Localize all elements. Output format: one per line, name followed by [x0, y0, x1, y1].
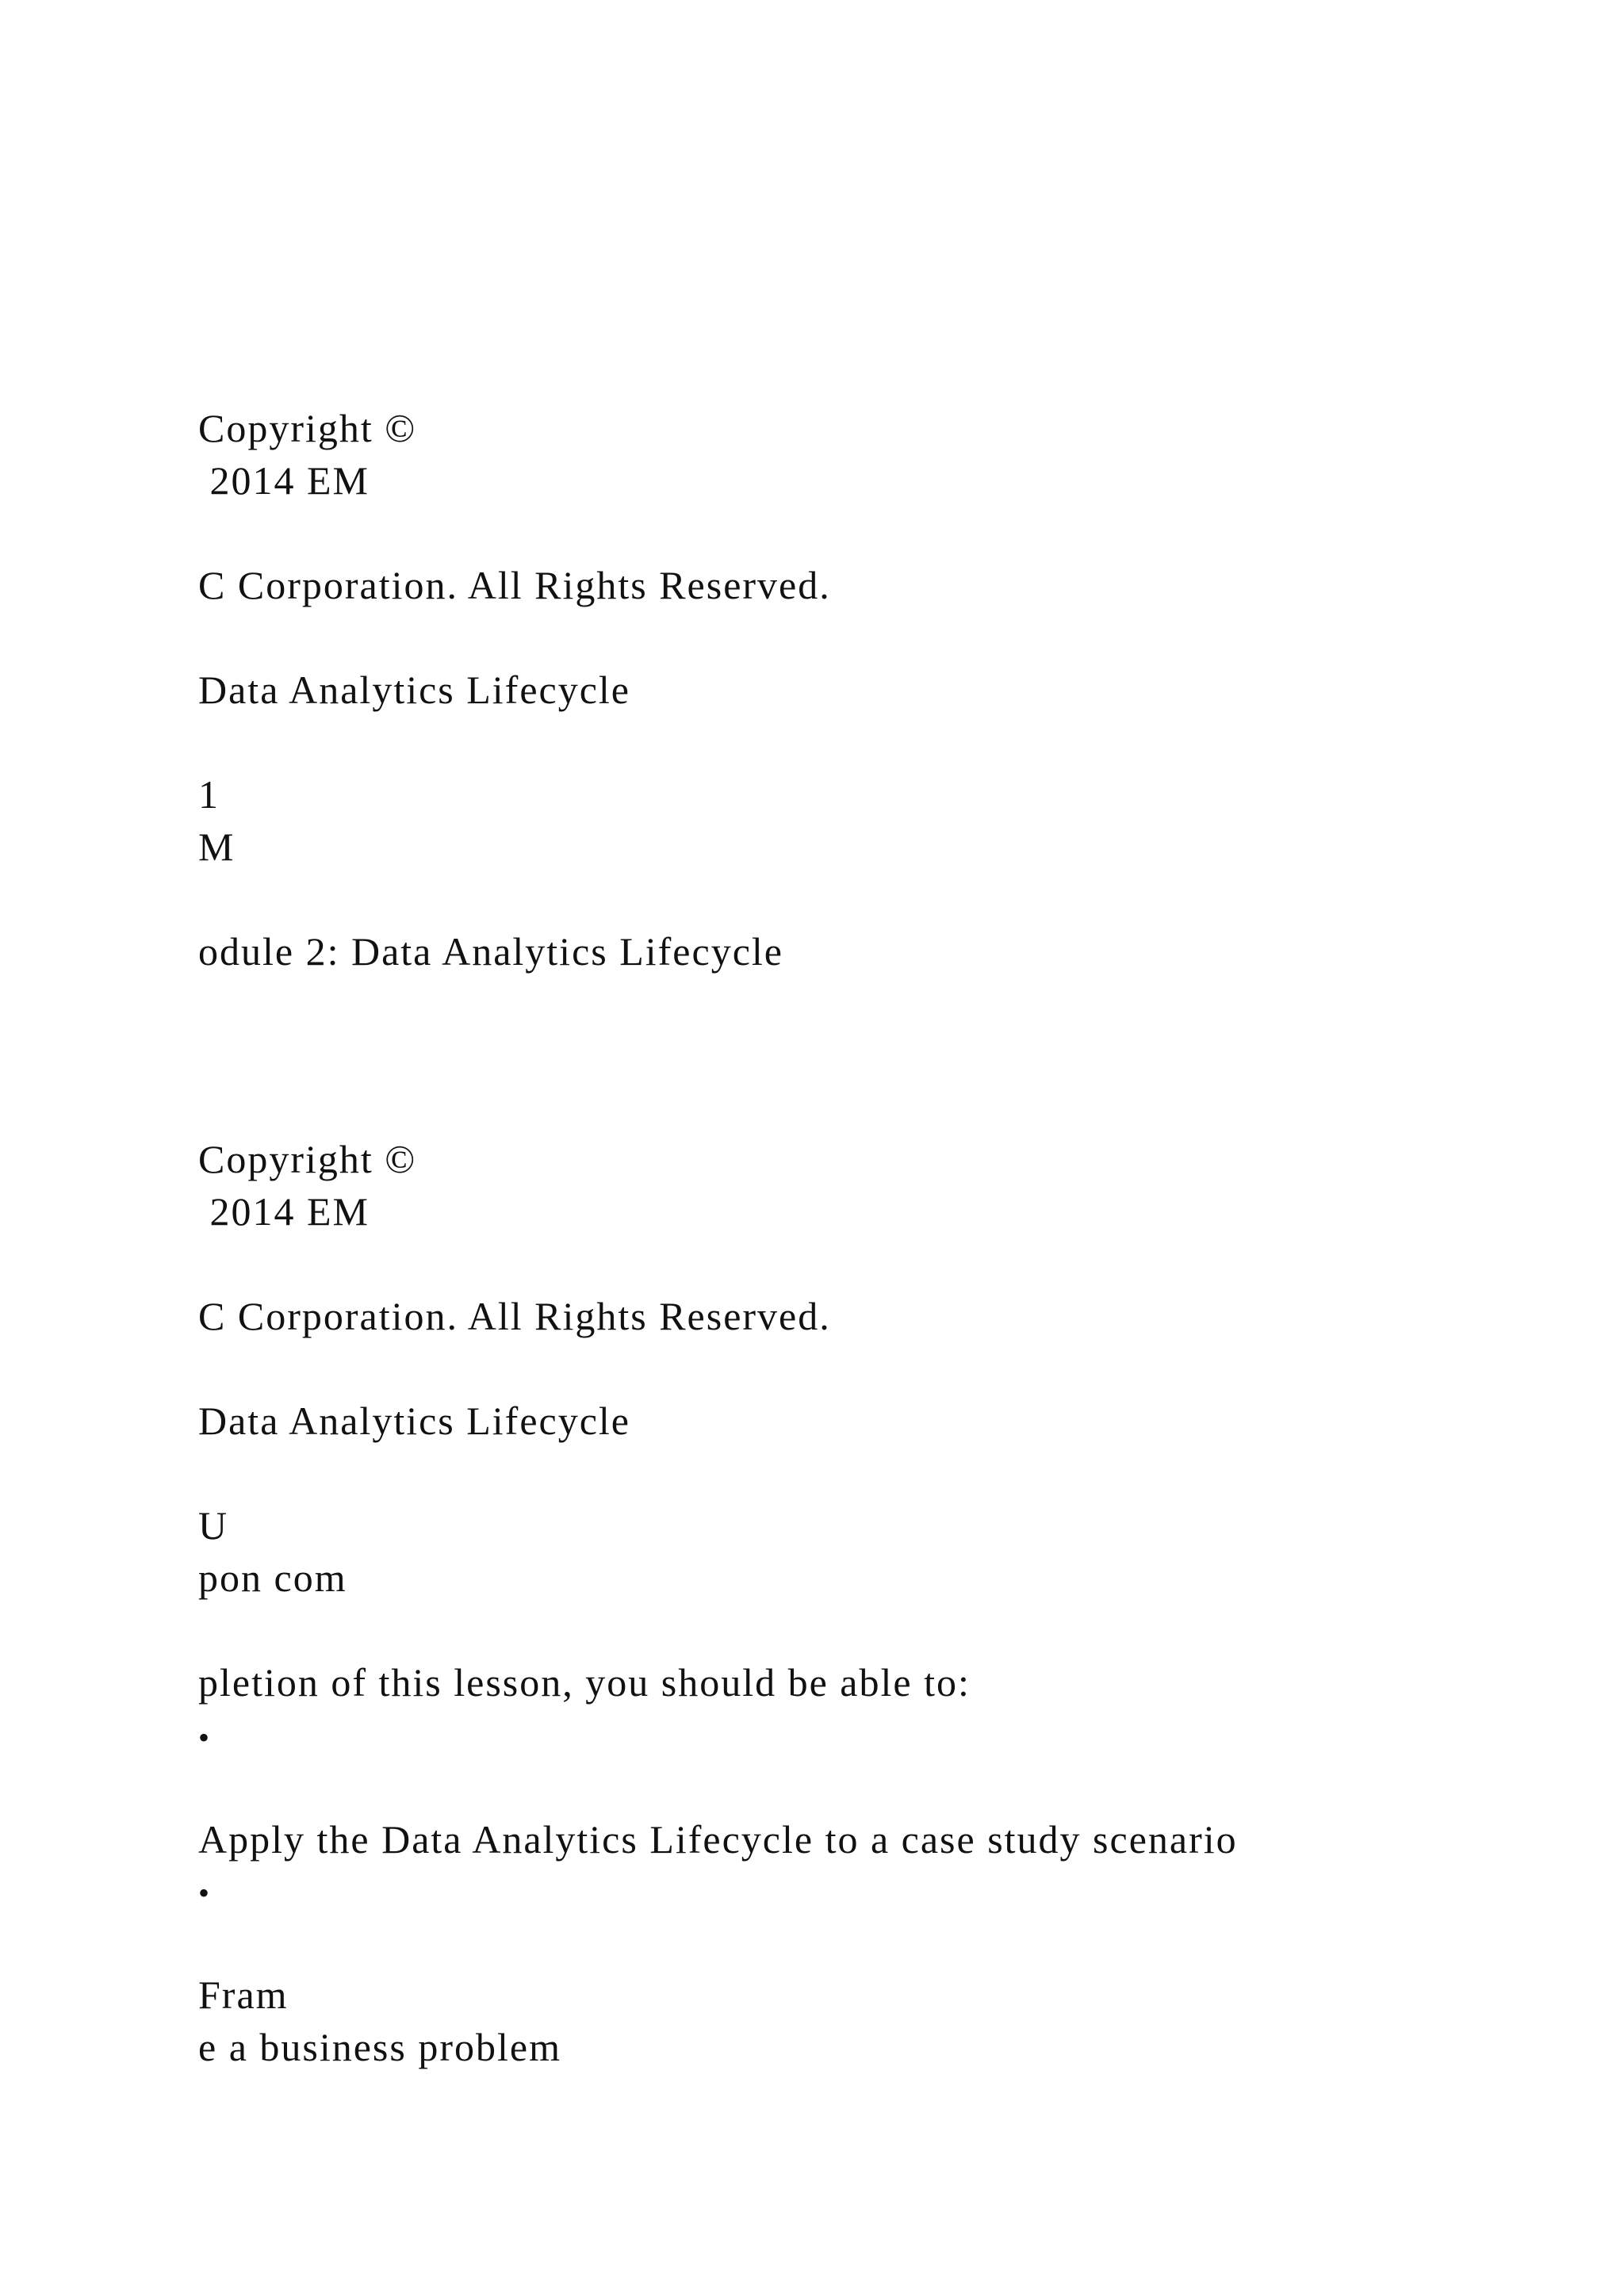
bullet-text: e a business problem: [198, 2025, 561, 2069]
course-title: Data Analytics Lifecycle: [198, 668, 630, 712]
module-line-2: odule 2: Data Analytics Lifecycle: [198, 929, 783, 974]
intro-line-2: pon com: [198, 1556, 347, 1600]
slide-number: 1: [198, 772, 220, 817]
course-title: Data Analytics Lifecycle: [198, 1399, 630, 1443]
copyright-line-2: 2014 EM: [198, 458, 370, 503]
copyright-line-3: C Corporation. All Rights Reserved.: [198, 1294, 831, 1338]
intro-line-1: U: [198, 1503, 229, 1548]
copyright-line-1: Copyright ©: [198, 406, 417, 450]
bullet-marker: •: [198, 1720, 212, 1755]
copyright-line-3: C Corporation. All Rights Reserved.: [198, 563, 831, 607]
bullet-text: Fram: [198, 1973, 289, 2017]
bullet-text: Apply the Data Analytics Lifecycle to a case study scenario: [198, 1817, 1238, 1862]
copyright-line-2: 2014 EM: [198, 1189, 370, 1234]
module-line-1: M: [198, 825, 236, 869]
copyright-line-1: Copyright ©: [198, 1137, 417, 1181]
intro-line-3: pletion of this lesson, you should be able to:: [198, 1660, 971, 1705]
bullet-marker: •: [198, 1875, 212, 1911]
